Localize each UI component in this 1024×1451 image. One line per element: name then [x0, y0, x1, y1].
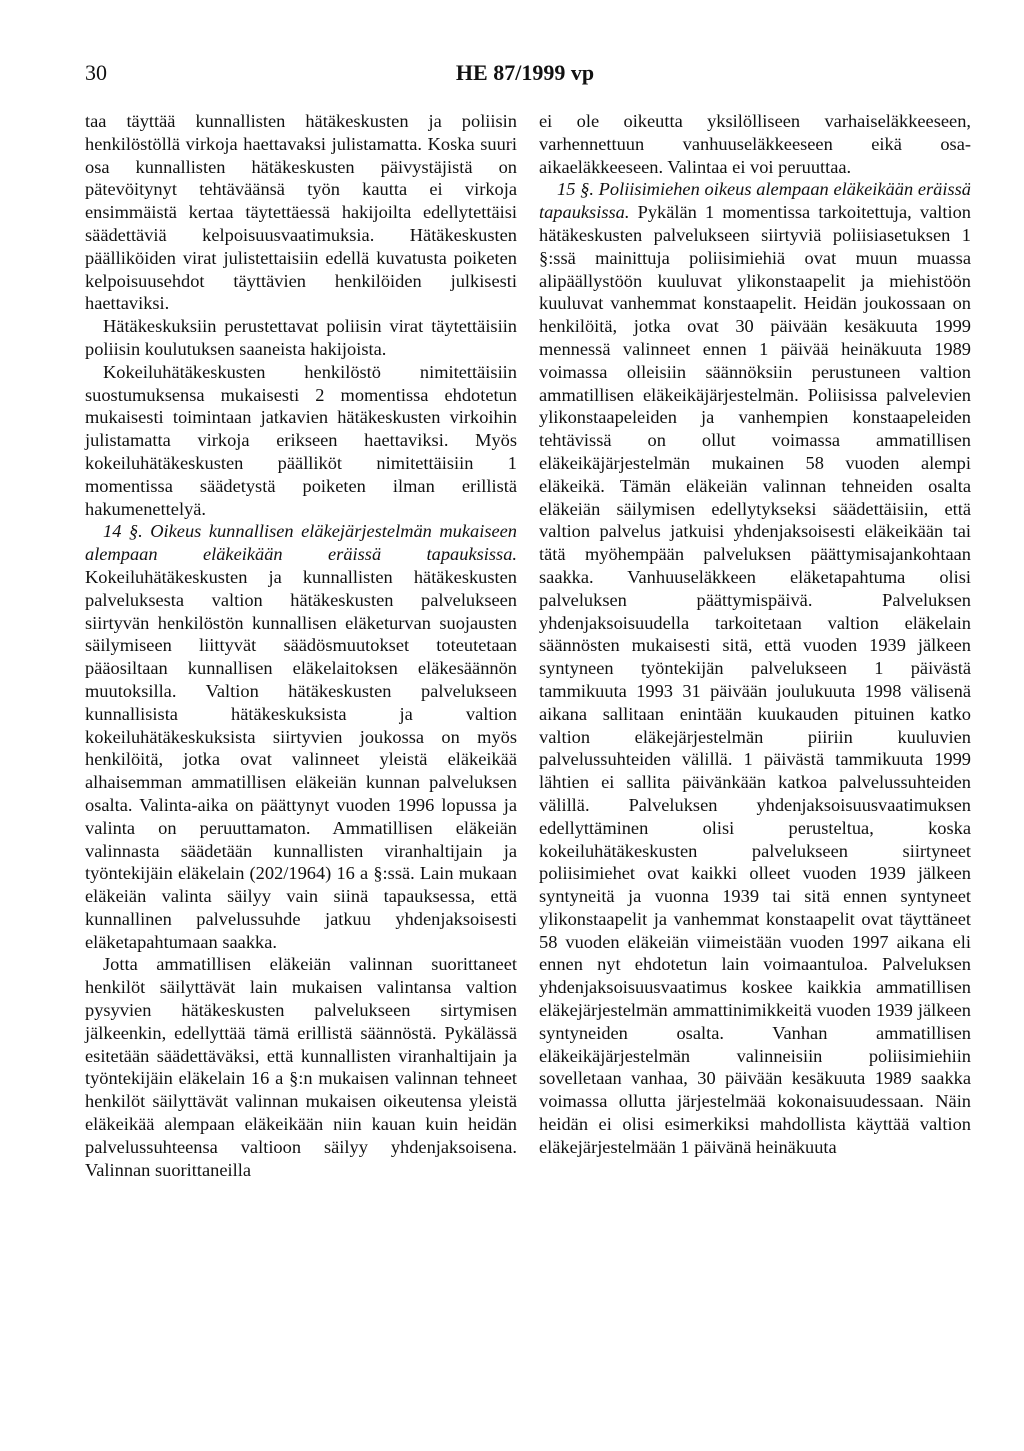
page-header [85, 60, 965, 92]
right-column [539, 110, 971, 1159]
section-number: 14 §. [103, 521, 143, 542]
section-14 [85, 520, 517, 953]
section-title: Oikeus kunnallisen eläkejärjestelmän mukaiseen alempaan eläkeikään eräissä tapauksissa. [85, 521, 517, 565]
paragraph: Hätäkeskuksiin perustettavat poliisin virat täytettäisiin poliisin koulutuksen saaneista hakijoista. [85, 316, 517, 359]
paragraph: taa täyttää kunnallisten hätäkeskusten ja poliisin henkilöstöllä virkoja haettavaksi julistamatta. Koska suuri osa kunnallisten hätäkeskusten päivystäjistä on pätevöitynyt tehtäväänsä työn kautta ei virkoja ensimmäistä kertaa täytettäessä hakijoilta edellytettäisi säädettäviä kelpoisuusvaatimuksia. Hätäkeskusten päälliköiden virat julistettaisiin edellä kuvatusta poiketen kelpoisuusehdot täyttävien henkilöiden julkisesti haettaviksi. [85, 111, 517, 314]
paragraph: ei ole oikeutta yksilölliseen varhaiseläkkeeseen, varhennettuun vanhuuseläkkeeseen eikä osa-aikaeläkkeeseen. Valintaa ei voi peruuttaa. [539, 111, 971, 177]
paragraph: Jotta ammatillisen eläkeiän valinnan suorittaneet henkilöt säilyttävät lain mukaisen valintansa valtion pysyvien hätäkeskusten palvelukseen sirtymisen jälkeenkin, edellyttää tämä erillistä säännöstä. Pykälässä esitetään säädettäväksi, että kunnallisten viranhaltijain ja työntekijäin eläkelain 16 a §:n mukaisen valinnan tehneet henkilöt säilyttävät valinnan mukaisen oikeutensa yleistä eläkeikää alempaan eläkeikään niin kauan kuin heidän palvelussuhteensa valtioon säilyy yhdenjaksoisena. Valinnan suorittaneilla [85, 954, 517, 1180]
section-title: Poliisimiehen oikeus alempaan eläkeikään eräissä tapauksissa. [539, 179, 971, 223]
section-text: Pykälän 1 momentissa tarkoitettuja, valtion hätäkeskusten palvelukseen siirtyviä poliisiasetuksen 1 §:ssä mainittuja poliisimiehiä ovat muun muassa alipäällystöön kuuluvat ylikonstaapelit ja miehistöön kuuluvat vanhemmat konstaapelit. Heidän joukossaan on henkilöitä, jotka ovat 30 päivään kesäkuuta 1999 mennessä valinneet ennen 1 päivää heinäkuuta 1989 voimassa olleisiin säännöksiin perustuneen valtion ammatillisen eläkeikäjärjestelmän. Poliisissa palvelevien ylikonstaapeleiden ja vanhempien konstaapeleiden tehtävissä on ollut voimassa ammatillisen eläkeikäjärjestelmän mukainen 58 vuoden alempi eläkeikä. Tämän eläkeiän valinnan tehneiden osalta eläkeiän säilymisen edellytykseksi säädettäisiin, että valtion palvelus jatkuisi yhdenjaksoisesti eläkeikään tai tätä myöhempään palveluksen päättymisajankohtaan saakka. Vanhuuseläkkeen eläketapahtuma olisi palveluksen päättymispäivä. Palveluksen yhdenjaksoisuudella tarkoitetaan valtion eläkelain säännösten mukaisesti sitä, että vuoden 1939 jälkeen syntyneen työntekijän palvelukseen 1 päivästä tammikuuta 1993 31 päivään joulukuuta 1998 välisenä aikana sallitaan enintään kuukauden pituinen katko valtion eläkejärjestelmän piiriin kuuluvien palvelussuhteiden välillä. 1 päivästä tammikuuta 1999 lähtien ei sallita päivänkään katkoa palvelussuhteiden välillä. Palveluksen yhdenjaksoisuusvaatimuksen edellyttäminen olisi perusteltua, koska kokeiluhätäkeskusten palvelukseen siirtyneet poliisimiehet ovat kaikki olleet vuoden 1939 jälkeen syntyneitä ja vuonna 1939 tai sitä ennen syntyneet ylikonstaapelit ja vanhemmat konstaapelit ovat täyttäneet 58 vuoden eläkeiän viimeistään vuoden 1997 aikana eli ennen nyt ehdotetun lain voimaantuloa. Palveluksen yhdenjaksoisuusvaatimus koskee kaikkia ammatillisen eläkejärjestelmän ammattinimikkeitä vuoden 1939 jälkeen syntyneiden osalta. Vanhan ammatillisen eläkeikäjärjestelmän valinneisiin poliisimiehiin sovelletaan vanhaa, 30 päivään kesäkuuta 1989 saakka voimassa ollutta järjestelmää kokonaisuudessaan. Näin heidän ei olisi esimerkiksi mahdollista käyttää valtion eläkejärjestelmään 1 päivänä heinäkuuta [539, 202, 971, 1157]
left-column [85, 110, 517, 1181]
section-text: Kokeiluhätäkeskusten ja kunnallisten hätäkeskusten palveluksesta valtion hätäkeskusten palvelukseen siirtyvän henkilöstön kunnallisen eläketurvan suojausten säilymiseen liittyvät säädösmuutokset toteutetaan pääosiltaan kunnallisen eläkelaitoksen eläkesäännön muutoksilla. Valtion hätäkeskusten palvelukseen kunnallisista hätäkeskuksista ja valtion kokeiluhätäkeskuksista siirtyvien joukossa on myös henkilöitä, jotka ovat valinneet yleistä eläkeikää alhaisemman ammatillisen eläkeiän kunnan palveluksen osalta. Valinta-aika on päättynyt vuoden 1996 lopussa ja valinta on peruuttamaton. Ammatillisen eläkeiän valinnasta säädetään kunnallisten viranhaltijain ja työntekijäin eläkelain (202/1964) 16 a §:ssä. Lain mukaan eläkeiän valinta säilyy vain siinä tapauksessa, että kunnallinen palvelussuhde jatkuu yhdenjaksoisesti eläketapahtumaan saakka. [85, 566, 517, 952]
paragraph: Kokeiluhätäkeskusten henkilöstö nimitettäisiin suostumuksensa mukaisesti 2 momentissa ehdotetun mukaisesti toimintaan jatkavien hätäkeskusten virkoihin julistamatta virkoja erikseen haettaviksi. Myös kokeiluhätäkeskusten päälliköt nimitettäisiin 1 momentissa säädetystä poiketen ilman erillistä hakumenettelyä. [85, 361, 517, 519]
section-15 [539, 178, 971, 1158]
document-identifier: HE 87/1999 vp [455, 60, 595, 85]
section-number: 15 §. [557, 179, 594, 200]
page-number: 30 [85, 60, 107, 85]
